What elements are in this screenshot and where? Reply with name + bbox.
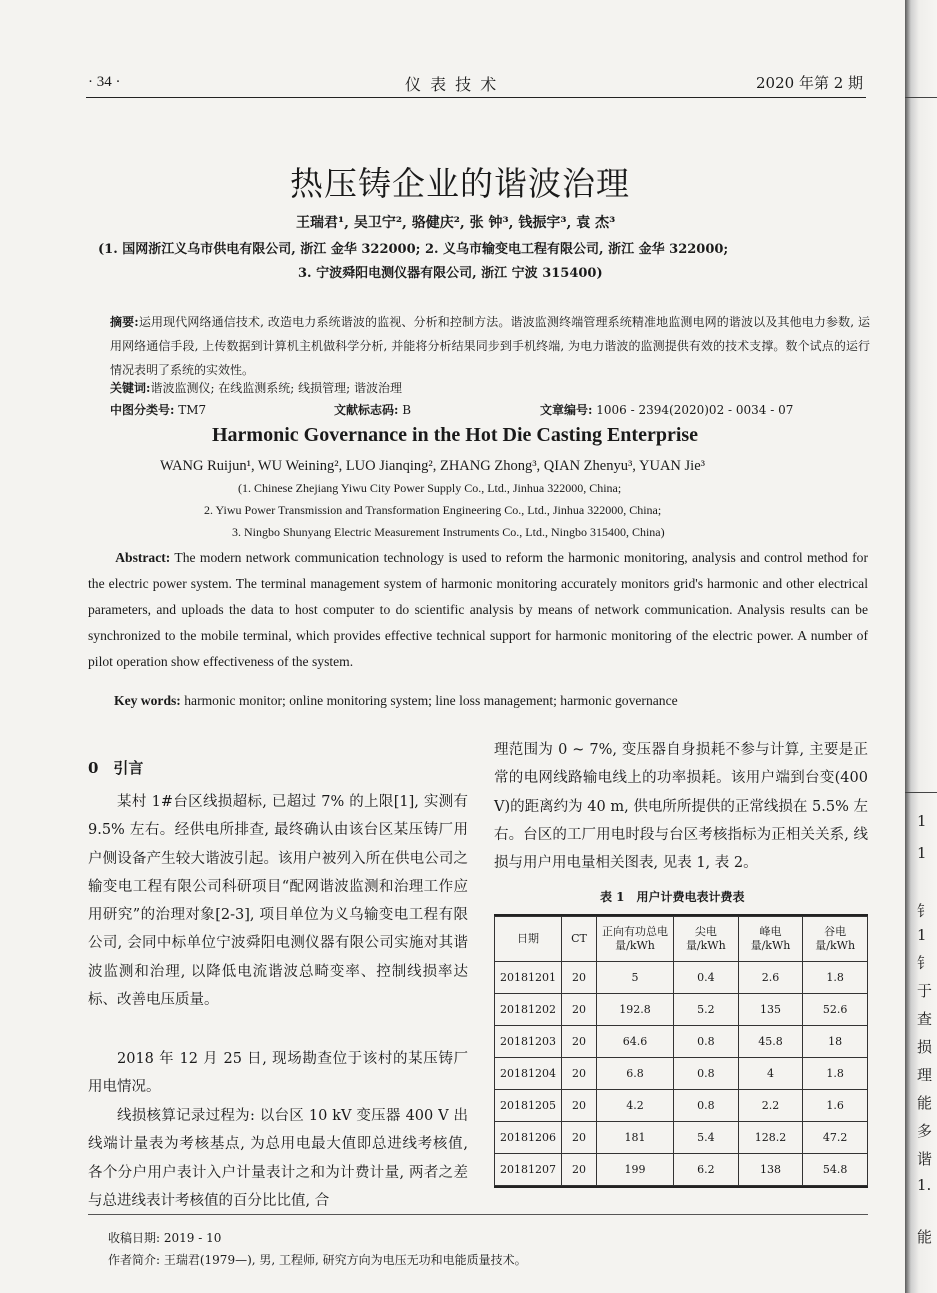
- abstract-en: [88, 545, 868, 675]
- header-rule: [86, 97, 866, 98]
- abstract-en-label: Abstract:: [115, 550, 171, 565]
- table-1-header: 峰电量/kWh: [738, 917, 803, 962]
- authors-en: WANG Ruijun¹, WU Weining², LUO Jianqing², ZHANG Zhong³, QIAN Zhenyu³, YUAN Jie³: [160, 458, 705, 474]
- abstract-cn-text: 运用现代网络通信技术, 改造电力系统谐波的监视、分析和控制方法。谐波监测终端管理系统精准地监测电网的谐波以及其他电力参数, 运用网络通信手段, 上传数据到计算机主机做科学分析, 并能将分析结果同步到手机终端, 为电力谐波的监测提供有效的技术支撑。数个试点的运行情况表明了系统的实效性。: [110, 315, 870, 377]
- author-bio: 作者简介: 王瑞君(1979—), 男, 工程师, 研究方向为电压无功和电能质量技术。: [108, 1253, 527, 1267]
- article-number: 文章编号: 1006 - 2394(2020)02 - 0034 - 07: [540, 403, 794, 417]
- title-en: Harmonic Governance in the Hot Die Casting Enterprise: [212, 424, 699, 446]
- table-row: 20181206 20 181 5.4 128.2 47.2: [495, 1122, 868, 1154]
- document-code: 文献标志码: B: [334, 403, 412, 417]
- table-1-header: CT: [562, 917, 597, 962]
- next-page-edge: 1 1 钅 1 钅 于 查 损 理 能 多 谐 1. 能: [905, 0, 937, 1293]
- abstract-en-text: The modern network communication technology is used to reform the harmonic monitoring, analysis and control method for the electric power system. The terminal management system of harmonic monitoring accurately monitors grid's harmonic and other electrical parameters, and uploads the data to host computer to do scientific analysis by means of network communication. Analysis results can be synchronized to the mobile terminal, which provides effective technical support for harmonic monitoring of the electric power. A number of pilot operation show effectiveness of the system.: [88, 550, 868, 669]
- table-1-header: 日期: [495, 917, 562, 962]
- section-0-paragraph-1: 某村 1#台区线损超标, 已超过 7% 的上限[1], 实测有 9.5% 左右。经供电所排查, 最终确认由该台区某压铸厂用户侧设备产生较大谐波引起。该用户被列入所在供电公司之输变电工程有限公司科研项目“配网谐波监测和治理工作应用研究”的治理对象[2-3], 项目单位为义乌输变电工程有限公司, 会同中标单位宁波舜阳电测仪器有限公司实施对其谐波监测和治理, 以降低电流谐波总畸变率、控制线损率达标、改善电压质量。: [88, 794, 468, 1009]
- table-1-header: 正向有功总电量/kWh: [597, 917, 674, 962]
- section-0-paragraph-2: 2018 年 12 月 25 日, 现场勘查位于该村的某压铸厂用电情况。: [88, 1051, 468, 1096]
- table-1-header-row: [495, 917, 868, 962]
- journal-name: 仪 表 技 术: [405, 75, 499, 94]
- section-0-paragraph-3: 线损核算记录过程为: 以台区 10 kV 变压器 400 V 出线端计量表为考核基点, 为总用电最大值即总进线考核值, 各个分户用户表计入户计量表计之和为计费计量, 两者之差与总进线表计考核值的百分比比值, 合: [88, 1108, 468, 1209]
- abstract-cn-label: 摘要:: [110, 315, 139, 329]
- table-row: 20181202 20 192.8 5.2 135 52.6: [495, 994, 868, 1026]
- table-1-caption: 表 1 用户计费电表计费表: [600, 890, 745, 904]
- page-number: · 34 ·: [88, 74, 121, 90]
- issue-label: 2020 年第 2 期: [756, 74, 864, 92]
- table-1-header: 谷电量/kWh: [803, 917, 868, 962]
- table-1-header: 尖电量/kWh: [674, 917, 739, 962]
- table-row: 20181204 20 6.8 0.8 4 1.8: [495, 1058, 868, 1090]
- table-row: 20181203 20 64.6 0.8 45.8 18: [495, 1026, 868, 1058]
- table-row: 20181201 20 5 0.4 2.6 1.8: [495, 962, 868, 994]
- affiliation-cn-1: (1. 国网浙江义乌市供电有限公司, 浙江 金华 322000; 2. 义乌市输变电工程有限公司, 浙江 金华 322000;: [98, 242, 729, 257]
- received-date: 收稿日期: 2019 - 10: [108, 1231, 222, 1245]
- affiliation-cn-2: 3. 宁波舜阳电测仪器有限公司, 浙江 宁波 315400): [298, 266, 603, 281]
- abstract-cn: [110, 310, 870, 382]
- authors-cn: 王瑞君¹, 吴卫宁², 骆健庆², 张 钟³, 钱振宇³, 袁 杰³: [296, 215, 616, 231]
- affiliation-en-3: 3. Ningbo Shunyang Electric Measurement Instruments Co., Ltd., Ningbo 315400, China): [232, 525, 665, 539]
- keywords-cn: 关键词:谐波监测仪; 在线监测系统; 线损管理; 谐波治理: [110, 381, 403, 395]
- affiliation-en-2: 2. Yiwu Power Transmission and Transformation Engineering Co., Ltd., Jinhua 322000, China;: [204, 503, 662, 517]
- footnote-rule: [88, 1214, 868, 1215]
- table-1: [494, 914, 868, 1188]
- title-cn: 热压铸企业的谐波治理: [290, 164, 630, 203]
- table-row: 20181207 20 199 6.2 138 54.8: [495, 1154, 868, 1186]
- section-0-paragraph-4: 理范围为 0 ~ 7%, 变压器自身损耗不参与计算, 主要是正常的电网线路输电线上的功率损耗。该用户端到台变(400 V)的距离约为 40 m, 供电所所提供的正常线损在 5.5% 左右。台区的工厂用电时段与台区考核指标为正相关关系, 线损与用户用电量相关图表, 见表 1, 表 2。: [494, 742, 868, 872]
- section-0-heading: 0 引言: [88, 759, 144, 777]
- keywords-en: Key words: harmonic monitor; online monitoring system; line loss management; harmonic governance: [114, 693, 678, 708]
- clc-number: 中图分类号: TM7: [110, 403, 207, 417]
- table-row: 20181205 20 4.2 0.8 2.2 1.6: [495, 1090, 868, 1122]
- affiliation-en-1: (1. Chinese Zhejiang Yiwu City Power Supply Co., Ltd., Jinhua 322000, China;: [238, 481, 622, 495]
